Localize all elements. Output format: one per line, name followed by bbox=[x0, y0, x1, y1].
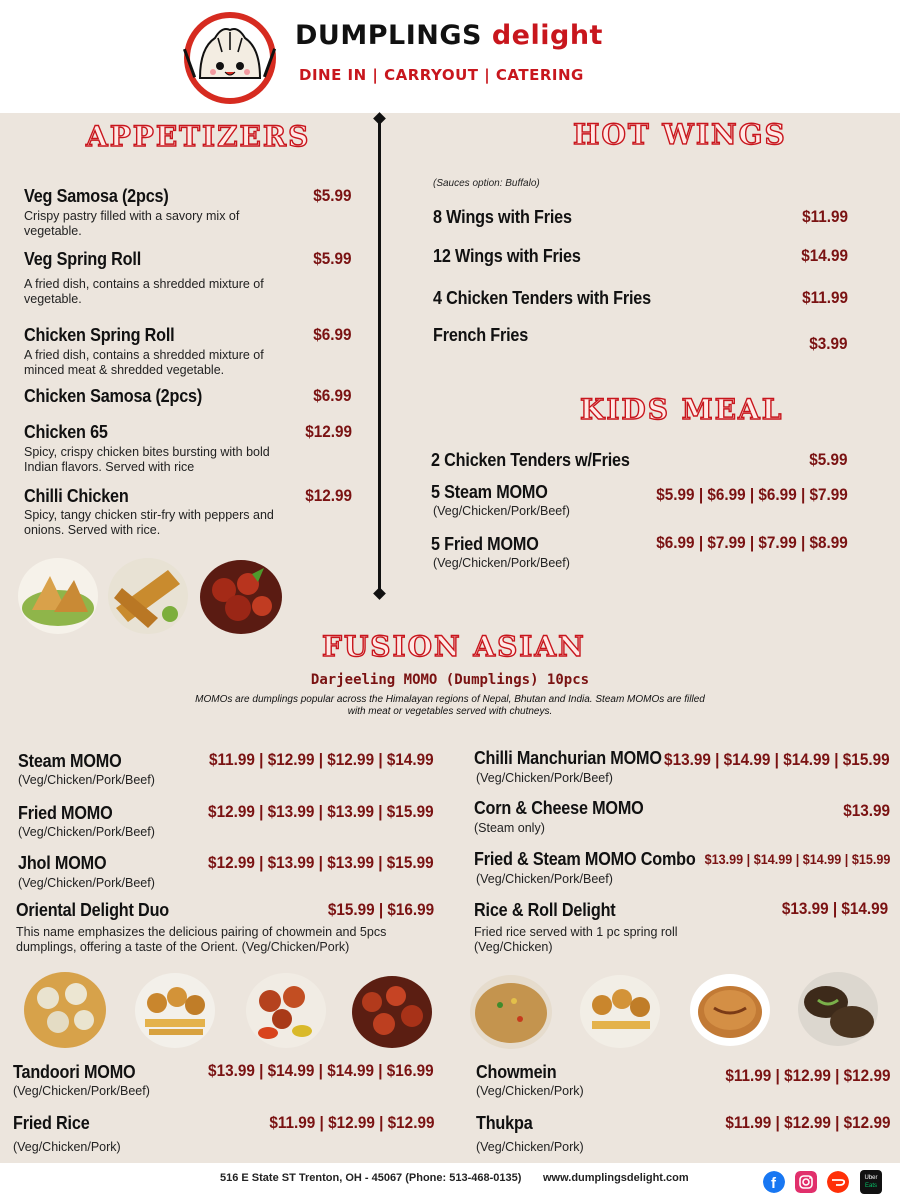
fusion-intro: MOMOs are dumplings popular across the Himalayan regions of Nepal, Bhutan and India. Steam MOMOs are filled with meat or vegetables served with chutneys. bbox=[195, 694, 705, 717]
fusion-item-price: $13.99 | $14.99 bbox=[781, 899, 888, 918]
fusion-item-price: $13.99 | $14.99 | $14.99 | $15.99 bbox=[704, 851, 890, 867]
appetizer-name: Veg Spring Roll bbox=[24, 249, 142, 269]
fusion-item-name: Chowmein bbox=[476, 1062, 557, 1082]
header bbox=[0, 0, 900, 113]
fusion-item-name: Steam MOMO bbox=[18, 751, 122, 771]
kids-item-price: $5.99 | $6.99 | $6.99 | $7.99 bbox=[656, 485, 848, 504]
fusion-item-price: $11.99 | $12.99 | $12.99 bbox=[724, 1113, 890, 1132]
instagram-icon[interactable] bbox=[795, 1171, 817, 1193]
fusion-item-desc: (Veg/Chicken/Pork) bbox=[13, 1140, 121, 1154]
appetizer-desc: Spicy, tangy chicken stir-fry with peppers and onions. Served with rice. bbox=[24, 508, 274, 537]
samosa-photo bbox=[18, 558, 98, 634]
fusion-item-name: Oriental Delight Duo bbox=[16, 900, 170, 920]
fusion-item-desc: (Veg/Chicken/Pork/Beef) bbox=[18, 825, 155, 839]
appetizer-price: $5.99 bbox=[313, 249, 352, 268]
appetizer-desc: Crispy pastry filled with a savory mix of vegetable. bbox=[24, 209, 240, 238]
fried-momo-photo bbox=[135, 973, 215, 1048]
appetizer-name: Chicken 65 bbox=[24, 422, 108, 442]
fusion-subtitle: Darjeeling MOMO (Dumplings) 10pcs bbox=[310, 672, 590, 688]
momo-platter-photo bbox=[580, 975, 660, 1048]
wings-item-name: 8 Wings with Fries bbox=[433, 207, 572, 227]
fusion-item-price: $11.99 | $12.99 | $12.99 bbox=[268, 1113, 434, 1132]
wings-item-price: $11.99 bbox=[802, 207, 848, 226]
fusion-item-desc: (Veg/Chicken/Pork) bbox=[476, 1140, 584, 1154]
facebook-icon[interactable] bbox=[763, 1171, 785, 1193]
fusion-item-name: Jhol MOMO bbox=[18, 853, 107, 873]
kids-item-name: 5 Steam MOMO bbox=[431, 482, 548, 502]
fusion-item-desc: (Veg/Chicken/Pork) bbox=[476, 1084, 584, 1098]
fusion-item-price: $13.99 bbox=[843, 801, 890, 820]
ubereats-label-1: Uber bbox=[864, 1175, 878, 1181]
kids-item-name: 2 Chicken Tenders w/Fries bbox=[431, 450, 630, 470]
doordash-icon[interactable] bbox=[827, 1171, 849, 1193]
dumpling-mascot-logo bbox=[180, 8, 280, 106]
column-divider bbox=[378, 118, 381, 594]
thukpa-photo bbox=[690, 974, 770, 1046]
appetizer-desc: Spicy, crispy chicken bites bursting with bold Indian flavors. Served with rice bbox=[24, 445, 270, 474]
appetizer-name: Chicken Samosa (2pcs) bbox=[24, 386, 203, 406]
kids-meal-title: KIDS MEAL bbox=[580, 393, 784, 426]
fusion-item-desc: (Veg/Chicken/Pork/Beef) bbox=[476, 872, 613, 886]
fusion-item-desc: This name emphasizes the delicious pairing of chowmein and 5pcs dumplings, offering a taste of the Orient. (Veg/Chicken/Pork) bbox=[16, 925, 387, 954]
steam-momo-photo bbox=[24, 972, 106, 1048]
ubereats-label-2: Eats bbox=[864, 1183, 877, 1189]
appetizer-price: $5.99 bbox=[313, 186, 352, 205]
fusion-item-price: $13.99 | $14.99 | $14.99 | $16.99 bbox=[208, 1061, 434, 1080]
kids-item-price: $6.99 | $7.99 | $7.99 | $8.99 bbox=[656, 533, 848, 552]
kids-item-name: 5 Fried MOMO bbox=[431, 534, 539, 554]
fusion-item-price: $15.99 | $16.99 bbox=[327, 900, 434, 919]
chilli-momo-photo bbox=[352, 976, 432, 1048]
fusion-item-price: $13.99 | $14.99 | $14.99 | $15.99 bbox=[664, 750, 890, 769]
kids-item-desc: (Veg/Chicken/Pork/Beef) bbox=[433, 556, 570, 570]
appetizers-title: APPETIZERS bbox=[86, 120, 311, 153]
website-link[interactable]: www.dumplingsdelight.com bbox=[543, 1172, 689, 1184]
footer-address: 516 E State ST Trenton, OH - 45067 (Phone: 513-468-0135) bbox=[220, 1172, 522, 1184]
appetizer-desc: A fried dish, contains a shredded mixture of minced meat & shredded vegetable. bbox=[24, 348, 264, 377]
fusion-item-price: $11.99 | $12.99 | $12.99 bbox=[724, 1066, 890, 1085]
fusion-item-name: Thukpa bbox=[476, 1113, 533, 1133]
wings-item-name: French Fries bbox=[433, 325, 529, 345]
appetizer-price: $6.99 bbox=[313, 386, 352, 405]
wings-item-name: 12 Wings with Fries bbox=[433, 246, 581, 266]
brand-accent: delight bbox=[491, 20, 603, 51]
appetizer-desc: A fried dish, contains a shredded mixture of vegetable. bbox=[24, 277, 264, 306]
wings-item-price: $11.99 bbox=[802, 288, 848, 307]
appetizer-name: Chicken Spring Roll bbox=[24, 325, 175, 345]
kids-item-price: $5.99 bbox=[809, 450, 848, 469]
appetizer-price: $12.99 bbox=[305, 486, 352, 505]
fusion-item-desc: (Veg/Chicken/Pork/Beef) bbox=[18, 773, 155, 787]
fusion-item-desc: (Veg/Chicken/Pork/Beef) bbox=[13, 1084, 150, 1098]
appetizer-price: $12.99 bbox=[305, 422, 352, 441]
fried-rice-photo bbox=[470, 975, 552, 1049]
fusion-item-name: Rice & Roll Delight bbox=[474, 900, 616, 920]
fusion-item-name: Corn & Cheese MOMO bbox=[474, 798, 644, 818]
brand-name bbox=[295, 20, 603, 51]
fusion-item-desc: (Veg/Chicken/Pork/Beef) bbox=[476, 771, 613, 785]
fusion-item-desc: Fried rice served with 1 pc spring roll (Veg/Chicken) bbox=[474, 925, 678, 954]
fusion-item-desc: (Steam only) bbox=[474, 821, 545, 835]
fusion-item-price: $12.99 | $13.99 | $13.99 | $15.99 bbox=[208, 802, 434, 821]
fusion-item-name: Chilli Manchurian MOMO bbox=[474, 748, 662, 768]
kids-item-desc: (Veg/Chicken/Pork/Beef) bbox=[433, 504, 570, 518]
fusion-item-price: $11.99 | $12.99 | $12.99 | $14.99 bbox=[209, 750, 434, 769]
fusion-item-name: Tandoori MOMO bbox=[13, 1062, 136, 1082]
chicken-65-photo bbox=[200, 560, 282, 634]
ubereats-icon[interactable] bbox=[860, 1170, 882, 1194]
jhol-momo-photo bbox=[246, 973, 326, 1048]
fusion-item-desc: (Veg/Chicken/Pork/Beef) bbox=[18, 876, 155, 890]
fusion-item-price: $12.99 | $13.99 | $13.99 | $15.99 bbox=[208, 853, 434, 872]
wings-item-name: 4 Chicken Tenders with Fries bbox=[433, 288, 651, 308]
tagline: DINE IN | CARRYOUT | CATERING bbox=[299, 66, 584, 84]
fusion-asian-title: FUSION ASIAN bbox=[322, 630, 586, 663]
wings-item-price: $3.99 bbox=[809, 334, 848, 353]
hot-wings-title: HOT WINGS bbox=[573, 118, 787, 151]
wings-item-price: $14.99 bbox=[801, 246, 848, 265]
brand-main: DUMPLINGS bbox=[295, 20, 482, 51]
fusion-item-name: Fried & Steam MOMO Combo bbox=[474, 849, 696, 869]
svg-text:f: f bbox=[771, 1175, 776, 1192]
fusion-item-name: Fried Rice bbox=[13, 1113, 90, 1133]
appetizer-name: Veg Samosa (2pcs) bbox=[24, 186, 169, 206]
fusion-item-name: Fried MOMO bbox=[18, 803, 113, 823]
appetizer-price: $6.99 bbox=[313, 325, 352, 344]
appetizer-name: Chilli Chicken bbox=[24, 486, 129, 506]
chowmein-photo bbox=[798, 972, 878, 1046]
sauce-note: (Sauces option: Buffalo) bbox=[433, 178, 540, 189]
spring-roll-photo bbox=[108, 558, 188, 634]
